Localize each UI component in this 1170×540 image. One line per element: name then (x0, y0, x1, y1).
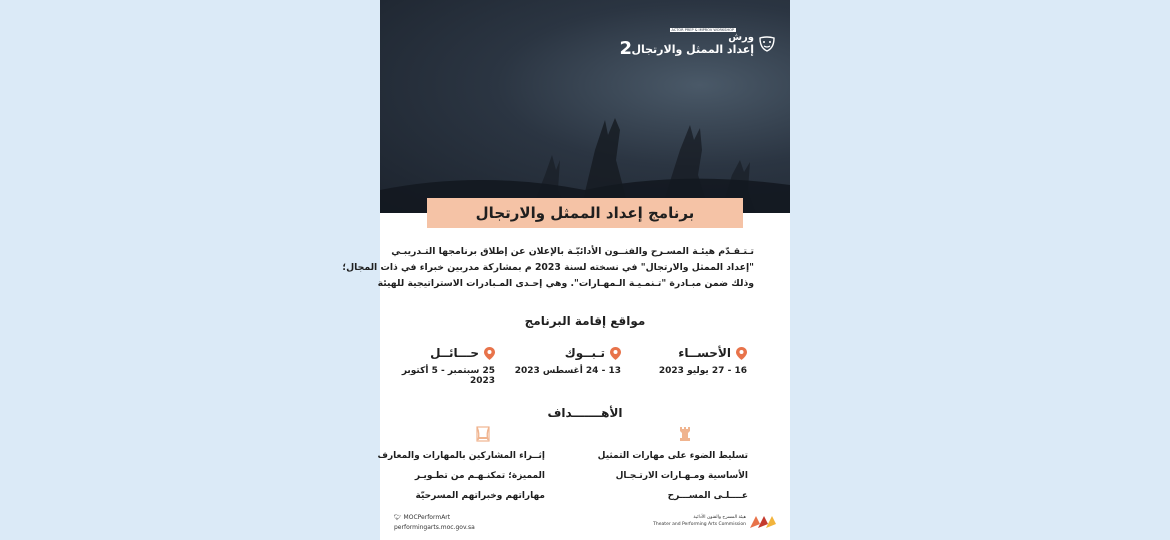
commission-logo (653, 514, 776, 528)
stage-curtain-icon (476, 426, 490, 442)
location-pin-icon (610, 347, 621, 360)
footer-contact (394, 513, 475, 533)
location-date: 25 سبتمبر - 5 أكتوبر 2023 (401, 366, 495, 386)
intro-paragraph (342, 244, 754, 292)
location-item (627, 346, 747, 376)
goal-line: المميزة؛ تمكنـهـم من تطـويـر (414, 471, 545, 481)
location-date: 13 - 24 أغسطس 2023 (514, 366, 621, 376)
goal-line: مهاراتهم وخبراتهم المسرحيّة (415, 491, 545, 501)
commission-logo-icon (750, 514, 776, 528)
location-pin-icon (736, 347, 747, 360)
website-link[interactable]: performingarts.moc.gov.sa (394, 524, 475, 531)
intro-line: وذلك ضمن مبـادرة "تـنمـيـة الـمهـارات". وهي إحـدى المـبادرات الاستراتيجية للهيئة (377, 278, 754, 289)
poster (342, 0, 790, 540)
location-date: 16 - 27 يوليو 2023 (658, 366, 747, 376)
location-name: حـــائــل (430, 346, 479, 360)
theater-mask-icon (758, 36, 776, 56)
intro-line: تـتـقـدّم هيئـة المسـرح والفنــون الأدائيّـة بالإعلان عن إطلاق برنامجها التـدريبـي (391, 246, 754, 257)
twitter-icon: 🐦︎ (394, 514, 402, 521)
goal-item (377, 446, 545, 506)
hero-image (380, 0, 790, 213)
org-name-ar: هيئة المسرح والفنون الأدائية (693, 515, 746, 520)
goals-title: الأهـــــــداف (547, 406, 623, 420)
goal-line: عــــلـى المســـرح (667, 491, 748, 501)
chess-rook-icon (678, 426, 692, 442)
goal-line: الأساسية ومـهـارات الارتـجـال (615, 471, 748, 481)
location-item (375, 346, 495, 386)
org-name-en: Theater and Performing Arts Commission (653, 522, 746, 527)
location-name: الأحســاء (678, 346, 731, 360)
workshop-logo (619, 28, 754, 59)
logo-word1: ورش (728, 32, 754, 43)
twitter-handle[interactable]: MOCPerformArt (403, 514, 451, 521)
logo-number: 2 (619, 38, 632, 59)
title-band (427, 198, 743, 228)
location-name: تـبــوك (564, 346, 605, 360)
location-pin-icon (484, 347, 495, 360)
goal-item (598, 446, 748, 506)
logo-word2: إعداد الممثل والارتجال (631, 43, 754, 56)
intro-line: "إعداد الممثل والارتجال" في نسخته لسنة 2023 م بمشاركة مدربين خبراء في ذات المجال؛ (342, 262, 754, 273)
locations-title: مواقع إقامة البرنامج (524, 314, 646, 328)
goal-line: تسليط الضوء على مهارات التمثيل (597, 451, 748, 461)
program-title: برنامج إعداد الممثل والارتجال (475, 204, 695, 222)
location-item (501, 346, 621, 376)
goal-line: إثــراء المشاركين بالمهارات والمعارف (377, 451, 545, 461)
logo-english: ACTOR PREP & IMPROV WORKSHOP (671, 28, 734, 32)
